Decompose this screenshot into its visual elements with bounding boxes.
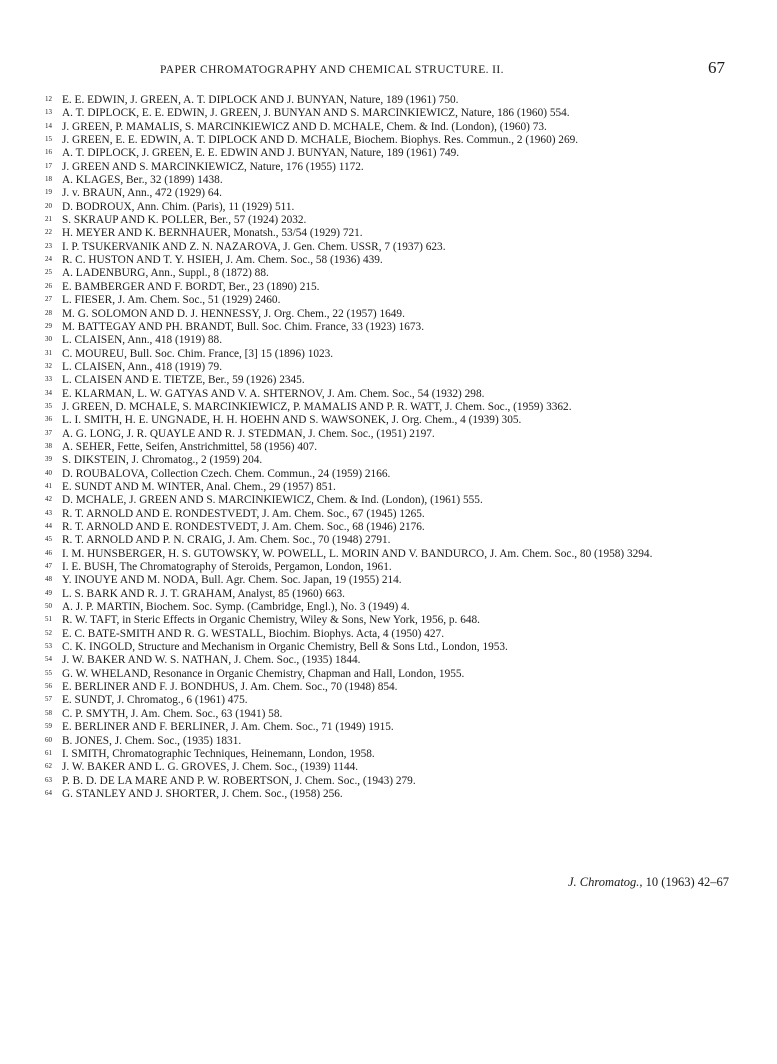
reference-number: 26 <box>45 281 52 290</box>
reference-item <box>30 454 732 467</box>
reference-text: I. SMITH, Chromatographic Techniques, Heinemann, London, 1958. <box>62 747 375 760</box>
reference-item <box>30 388 732 401</box>
reference-number: 51 <box>45 615 52 624</box>
footer-journal: J. Chromatog., <box>568 875 643 889</box>
reference-text: G. STANLEY AND J. SHORTER, J. Chem. Soc., (1958) 256. <box>62 787 343 800</box>
reference-number: 64 <box>45 788 52 797</box>
reference-number: 21 <box>45 215 52 224</box>
reference-number: 45 <box>45 535 52 544</box>
reference-item <box>30 281 732 294</box>
reference-text: H. MEYER AND K. BERNHAUER, Monatsh., 53/54 (1929) 721. <box>62 227 363 240</box>
reference-text: L. S. BARK AND R. J. T. GRAHAM, Analyst, 85 (1960) 663. <box>62 587 345 600</box>
reference-number: 14 <box>45 121 52 130</box>
reference-item <box>30 361 732 374</box>
running-header <box>160 58 725 78</box>
reference-item <box>30 761 732 774</box>
reference-item <box>30 174 732 187</box>
reference-item <box>30 561 732 574</box>
reference-item <box>30 468 732 481</box>
reference-number: 59 <box>45 722 52 731</box>
reference-item <box>30 401 732 414</box>
reference-number: 39 <box>45 455 52 464</box>
reference-item <box>30 748 732 761</box>
reference-text: R. T. ARNOLD AND E. RONDESTVEDT, J. Am. Chem. Soc., 68 (1946) 2176. <box>62 521 425 533</box>
reference-number: 47 <box>45 562 52 571</box>
reference-number: 48 <box>45 575 52 584</box>
reference-item <box>30 201 732 214</box>
reference-item <box>30 441 732 454</box>
reference-item <box>30 614 732 627</box>
journal-footer <box>568 875 729 890</box>
reference-item <box>30 775 732 788</box>
reference-text: I. E. BUSH, The Chromatography of Steroids, Pergamon, London, 1961. <box>62 561 392 574</box>
running-title: PAPER CHROMATOGRAPHY AND CHEMICAL STRUCTURE. II. <box>160 64 504 76</box>
reference-number: 37 <box>45 428 52 437</box>
reference-number: 15 <box>45 135 52 144</box>
reference-item <box>30 788 732 801</box>
reference-text: A. J. P. MARTIN, Biochem. Soc. Symp. (Cambridge, Engl.), No. 3 (1949) 4. <box>62 601 410 614</box>
reference-text: J. W. BAKER AND L. G. GROVES, J. Chem. Soc., (1939) 1144. <box>62 761 359 774</box>
reference-number: 58 <box>45 708 52 717</box>
reference-text: E. BAMBERGER AND F. BORDT, Ber., 23 (1890) 215. <box>62 280 320 293</box>
reference-text: E. BERLINER AND F. J. BONDHUS, J. Am. Chem. Soc., 70 (1948) 854. <box>62 681 398 694</box>
reference-text: A. KLAGES, Ber., 32 (1899) 1438. <box>62 174 223 187</box>
reference-text: E. BERLINER AND F. BERLINER, J. Am. Chem. Soc., 71 (1949) 1915. <box>62 721 394 734</box>
reference-number: 31 <box>45 348 52 357</box>
reference-item <box>30 681 732 694</box>
reference-item <box>30 227 732 240</box>
reference-item <box>30 107 732 120</box>
reference-text: S. SKRAUP AND K. POLLER, Ber., 57 (1924) 2032. <box>62 214 307 227</box>
reference-text: L. FIESER, J. Am. Chem. Soc., 51 (1929) 2460. <box>62 294 281 307</box>
reference-item <box>30 294 732 307</box>
reference-text: E. E. EDWIN, J. GREEN, A. T. DIPLOCK AND J. BUNYAN, Nature, 189 (1961) 750. <box>62 94 459 106</box>
reference-text: J. GREEN, P. MAMALIS, S. MARCINKIEWICZ AND D. MCHALE, Chem. & Ind. (London), (1960) 73. <box>62 120 547 133</box>
reference-number: 22 <box>45 228 52 237</box>
reference-text: A. G. LONG, J. R. QUAYLE AND R. J. STEDMAN, J. Chem. Soc., (1951) 2197. <box>62 427 435 440</box>
reference-text: C. MOUREU, Bull. Soc. Chim. France, [3] 15 (1896) 1023. <box>62 347 334 360</box>
reference-number: 34 <box>45 388 52 397</box>
reference-text: A. T. DIPLOCK, J. GREEN, E. E. EDWIN AND J. BUNYAN, Nature, 189 (1961) 749. <box>62 147 460 160</box>
reference-item <box>30 267 732 280</box>
reference-text: Y. INOUYE AND M. NODA, Bull. Agr. Chem. Soc. Japan, 19 (1955) 214. <box>62 574 402 587</box>
reference-item <box>30 214 732 227</box>
reference-item <box>30 601 732 614</box>
reference-text: R. T. ARNOLD AND E. RONDESTVEDT, J. Am. Chem. Soc., 67 (1945) 1265. <box>62 507 425 520</box>
reference-item <box>30 321 732 334</box>
reference-text: S. DIKSTEIN, J. Chromatog., 2 (1959) 204. <box>62 454 263 467</box>
reference-text: L. CLAISEN, Ann., 418 (1919) 88. <box>62 334 223 347</box>
reference-number: 43 <box>45 508 52 517</box>
reference-number: 57 <box>45 695 52 704</box>
reference-number: 49 <box>45 588 52 597</box>
reference-text: C. P. SMYTH, J. Am. Chem. Soc., 63 (1941) 58. <box>62 707 283 720</box>
reference-item <box>30 481 732 494</box>
reference-text: J. W. BAKER AND W. S. NATHAN, J. Chem. Soc., (1935) 1844. <box>62 654 361 667</box>
reference-text: J. GREEN AND S. MARCINKIEWICZ, Nature, 176 (1955) 1172. <box>62 160 364 173</box>
reference-text: G. W. WHELAND, Resonance in Organic Chemistry, Chapman and Hall, London, 1955. <box>62 667 465 680</box>
reference-item <box>30 628 732 641</box>
reference-item <box>30 588 732 601</box>
reference-number: 61 <box>45 748 52 757</box>
reference-number: 56 <box>45 682 52 691</box>
reference-text: L. I. SMITH, H. E. UNGNADE, H. H. HOEHN AND S. WAWSONEK, J. Org. Chem., 4 (1939) 305. <box>62 414 522 427</box>
reference-number: 28 <box>45 308 52 317</box>
reference-text: E. SUNDT, J. Chromatog., 6 (1961) 475. <box>62 694 248 707</box>
reference-item <box>30 134 732 147</box>
reference-number: 38 <box>45 441 52 450</box>
reference-number: 40 <box>45 468 52 477</box>
reference-item <box>30 494 732 507</box>
reference-number: 44 <box>45 522 52 530</box>
reference-item <box>30 121 732 134</box>
reference-item <box>30 308 732 321</box>
page-number: 67 <box>708 58 725 77</box>
reference-item <box>30 694 732 707</box>
reference-item <box>30 254 732 267</box>
reference-item <box>30 574 732 587</box>
reference-number: 24 <box>45 255 52 264</box>
reference-item <box>30 428 732 441</box>
reference-item <box>30 735 732 748</box>
reference-number: 50 <box>45 602 52 611</box>
reference-text: E. C. BATE-SMITH AND R. G. WESTALL, Biochim. Biophys. Acta, 4 (1950) 427. <box>62 627 445 640</box>
reference-text: C. K. INGOLD, Structure and Mechanism in Organic Chemistry, Bell & Sons Ltd., London, 1953. <box>62 641 508 654</box>
reference-number: 27 <box>45 295 52 304</box>
reference-number: 55 <box>45 668 52 677</box>
reference-number: 32 <box>45 361 52 370</box>
reference-text: B. JONES, J. Chem. Soc., (1935) 1831. <box>62 734 242 747</box>
reference-text: I. P. TSUKERVANIK AND Z. N. NAZAROVA, J. Gen. Chem. USSR, 7 (1937) 623. <box>62 240 446 253</box>
reference-number: 25 <box>45 268 52 277</box>
reference-text: D. ROUBALOVA, Collection Czech. Chem. Commun., 24 (1959) 2166. <box>62 467 391 480</box>
reference-text: R. T. ARNOLD AND P. N. CRAIG, J. Am. Chem. Soc., 70 (1948) 2791. <box>62 534 391 547</box>
reference-text: D. MCHALE, J. GREEN AND S. MARCINKIEWICZ, Chem. & Ind. (London), (1961) 555. <box>62 494 483 507</box>
reference-number: 16 <box>45 148 52 157</box>
reference-number: 41 <box>45 481 52 490</box>
reference-text: P. B. D. DE LA MARE AND P. W. ROBERTSON, J. Chem. Soc., (1943) 279. <box>62 774 416 787</box>
reference-text: R. W. TAFT, in Steric Effects in Organic Chemistry, Wiley & Sons, New York, 1956, p. 648. <box>62 614 480 627</box>
reference-item <box>30 708 732 721</box>
reference-item <box>30 147 732 160</box>
reference-text: L. CLAISEN, Ann., 418 (1919) 79. <box>62 360 223 373</box>
reference-item <box>30 641 732 654</box>
reference-item <box>30 241 732 254</box>
reference-text: M. BATTEGAY AND PH. BRANDT, Bull. Soc. Chim. France, 33 (1923) 1673. <box>62 320 425 333</box>
reference-text: E. KLARMAN, L. W. GATYAS AND V. A. SHTERNOV, J. Am. Chem. Soc., 54 (1932) 298. <box>62 387 485 400</box>
reference-item <box>30 654 732 667</box>
reference-item <box>30 94 732 107</box>
reference-text: M. G. SOLOMON AND D. J. HENNESSY, J. Org. Chem., 22 (1957) 1649. <box>62 307 405 320</box>
reference-item <box>30 668 732 681</box>
reference-item <box>30 548 732 561</box>
reference-text: I. M. HUNSBERGER, H. S. GUTOWSKY, W. POWELL, L. MORIN AND V. BANDURCO, J. Am. Chem. Soc., 80 (1958) 3294. <box>62 547 653 560</box>
reference-item <box>30 161 732 174</box>
reference-item <box>30 374 732 387</box>
reference-number: 12 <box>45 95 52 103</box>
reference-item <box>30 187 732 200</box>
reference-number: 46 <box>45 548 52 557</box>
reference-text: D. BODROUX, Ann. Chim. (Paris), 11 (1929) 511. <box>62 200 295 213</box>
reference-text: A. LADENBURG, Ann., Suppl., 8 (1872) 88. <box>62 267 269 280</box>
reference-number: 36 <box>45 415 52 424</box>
reference-item <box>30 334 732 347</box>
reference-number: 60 <box>45 735 52 744</box>
reference-text: J. GREEN, D. MCHALE, S. MARCINKIEWICZ, P. MAMALIS AND P. R. WATT, J. Chem. Soc., (1959) 3362. <box>62 400 572 413</box>
reference-number: 23 <box>45 241 52 250</box>
reference-text: R. C. HUSTON AND T. Y. HSIEH, J. Am. Chem. Soc., 58 (1936) 439. <box>62 254 383 267</box>
reference-text: J. v. BRAUN, Ann., 472 (1929) 64. <box>62 187 222 200</box>
reference-number: 52 <box>45 628 52 637</box>
reference-number: 62 <box>45 762 52 771</box>
reference-item <box>30 508 732 521</box>
reference-text: A. T. DIPLOCK, E. E. EDWIN, J. GREEN, J. BUNYAN AND S. MARCINKIEWICZ, Nature, 186 (1960) 554. <box>62 107 570 120</box>
reference-item <box>30 521 732 534</box>
reference-text: A. SEHER, Fette, Seifen, Anstrichmittel, 58 (1956) 407. <box>62 440 318 453</box>
reference-item <box>30 414 732 427</box>
reference-text: J. GREEN, E. E. EDWIN, A. T. DIPLOCK AND D. MCHALE, Biochem. Biophys. Res. Commun., 2 (1960) 269. <box>62 134 579 147</box>
reference-number: 13 <box>45 108 52 117</box>
reference-number: 35 <box>45 401 52 410</box>
reference-number: 17 <box>45 161 52 170</box>
reference-text: L. CLAISEN AND E. TIETZE, Ber., 59 (1926) 2345. <box>62 374 305 387</box>
reference-item <box>30 721 732 734</box>
reference-number: 53 <box>45 642 52 651</box>
reference-number: 19 <box>45 188 52 197</box>
reference-number: 20 <box>45 201 52 210</box>
reference-list <box>30 94 732 801</box>
reference-number: 18 <box>45 175 52 184</box>
footer-citation: 10 (1963) 42–67 <box>642 875 729 889</box>
reference-text: E. SUNDT AND M. WINTER, Anal. Chem., 29 (1957) 851. <box>62 480 336 493</box>
reference-number: 63 <box>45 775 52 784</box>
reference-number: 33 <box>45 375 52 384</box>
reference-item <box>30 348 732 361</box>
reference-number: 42 <box>45 495 52 504</box>
reference-number: 54 <box>45 655 52 664</box>
reference-number: 29 <box>45 321 52 330</box>
reference-item <box>30 534 732 547</box>
reference-number: 30 <box>45 335 52 344</box>
